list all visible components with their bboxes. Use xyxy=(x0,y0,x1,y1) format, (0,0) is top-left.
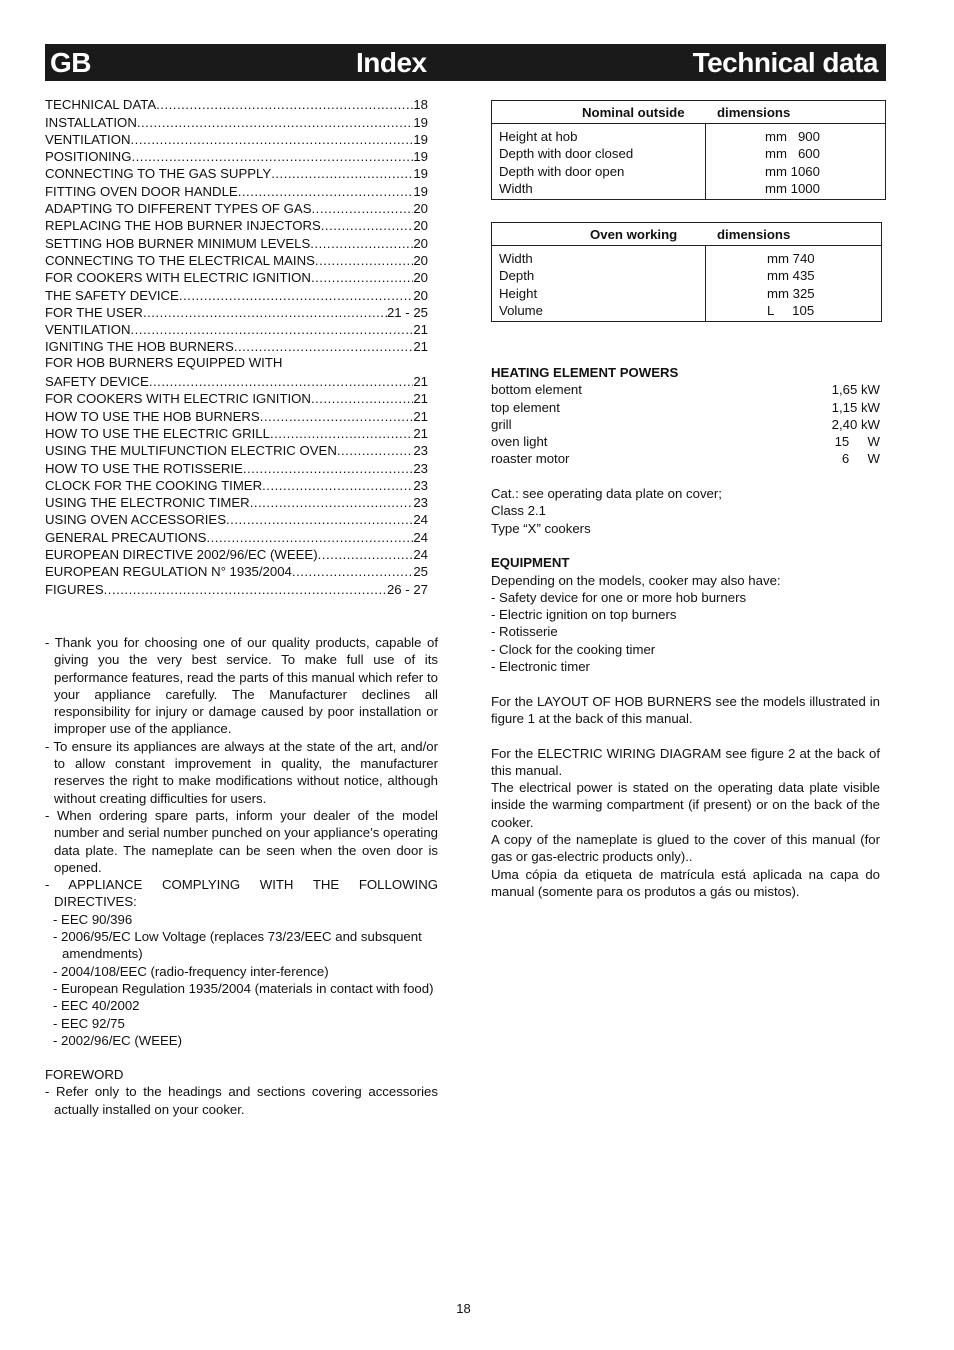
toc-entry-title: HOW TO USE THE HOB BURNERS xyxy=(45,408,260,424)
toc-entry xyxy=(45,320,428,337)
equipment-intro: Depending on the models, cooker may also have: xyxy=(491,572,781,588)
power-label: top element xyxy=(491,399,560,415)
table-labels xyxy=(492,124,706,199)
toc-entry xyxy=(45,285,428,302)
table-label: Height at hob xyxy=(499,129,578,144)
toc-leader-dots xyxy=(131,322,414,337)
toc-entry-page: 21 xyxy=(413,391,428,407)
toc-entry-title: CLOCK FOR THE COOKING TIMER xyxy=(45,477,263,493)
toc-entry-page: 24 xyxy=(413,547,428,563)
intro-paragraph-2: - To ensure its appliances are always at the state of the art, and/or to allow constant improvement in quality, the manufacturer reserves the right to make modifications without notice, although without creating difficulties for users. xyxy=(45,738,438,806)
toc-entry-title: FOR COOKERS WITH ELECTRIC IGNITION xyxy=(45,391,311,407)
equipment-item: - Clock for the cooking timer xyxy=(491,641,656,657)
table-value: mm 1000 xyxy=(765,180,820,196)
toc-entry-title: USING OVEN ACCESSORIES xyxy=(45,512,227,528)
directive-item: - European Regulation 1935/2004 (materials in contact with food) xyxy=(53,980,434,996)
toc-entry-page: 21 xyxy=(413,408,428,424)
table-label: Height xyxy=(499,285,538,301)
toc-leader-dots xyxy=(250,495,414,510)
toc-entry-title: FIGURES xyxy=(45,581,104,597)
toc-entry-title: HOW TO USE THE ELECTRIC GRILL xyxy=(45,425,270,441)
toc-leader-dots xyxy=(318,547,414,562)
toc-entry-title: TECHNICAL DATA xyxy=(45,97,157,113)
toc-entry-title: SAFETY DEVICE xyxy=(45,374,149,390)
toc-leader-dots xyxy=(234,339,414,354)
toc-leader-dots xyxy=(260,409,414,424)
toc-entry-page: 20 xyxy=(413,270,428,286)
toc-entry xyxy=(45,337,428,354)
power-value: 1,15 kW xyxy=(831,399,880,415)
toc-entry xyxy=(45,579,428,596)
toc-entry-page: 20 xyxy=(413,218,428,234)
toc-entry-page: 23 xyxy=(413,460,428,476)
toc-entry-title: REPLACING THE HOB BURNER INJECTORS xyxy=(45,218,321,234)
toc-leader-dots xyxy=(262,478,413,493)
table-labels xyxy=(492,246,706,321)
toc-entry-page: 19 xyxy=(413,114,428,130)
directive-item: - 2006/95/EC Low Voltage (replaces 73/23/EEC and subsquent amendments) xyxy=(53,929,422,962)
toc-entry xyxy=(45,112,428,129)
page-header xyxy=(45,44,886,81)
toc-leader-dots xyxy=(311,270,413,285)
toc-entry-title: EUROPEAN REGULATION N° 1935/2004 xyxy=(45,564,292,580)
power-value: 2,40 kW xyxy=(831,416,880,432)
toc-entry-page: 21 xyxy=(413,425,428,441)
toc-leader-dots xyxy=(137,115,413,130)
toc-leader-dots xyxy=(311,391,413,406)
toc-leader-dots xyxy=(149,374,414,389)
table-value: mm 435 xyxy=(767,268,815,284)
toc-leader-dots xyxy=(131,132,414,147)
toc-entry-title: CONNECTING TO THE GAS SUPPLY xyxy=(45,166,272,182)
toc-entry-page: 24 xyxy=(413,512,428,528)
toc-entry-page: 21 - 25 xyxy=(386,304,428,320)
toc-leader-dots xyxy=(131,149,413,164)
table-values xyxy=(706,124,885,199)
toc-entry xyxy=(45,527,428,544)
toc-entry-title: FOR THE USER xyxy=(45,304,143,320)
directive-item: - 2002/96/EC (WEEE) xyxy=(53,1032,182,1048)
toc-entry-page: 20 xyxy=(413,252,428,268)
power-row xyxy=(491,399,880,416)
index-title: Index xyxy=(356,47,427,78)
technical-data-title: Technical data xyxy=(692,47,878,78)
toc-leader-dots xyxy=(143,305,387,320)
table-of-contents xyxy=(45,95,428,597)
toc-entry xyxy=(45,510,428,527)
table-label: Depth with door open xyxy=(499,163,625,179)
table-header-right: dimensions xyxy=(717,227,791,242)
toc-entry-title: EUROPEAN DIRECTIVE 2002/96/EC (WEEE) xyxy=(45,547,318,563)
toc-entry-title: INSTALLATION xyxy=(45,114,137,130)
table-values xyxy=(706,246,881,321)
toc-entry xyxy=(45,493,428,510)
toc-leader-dots xyxy=(179,288,413,303)
power-row xyxy=(491,433,880,450)
table-value: mm 1060 xyxy=(765,163,820,179)
toc-entry xyxy=(45,424,428,441)
toc-entry-title: USING THE MULTIFUNCTION ELECTRIC OVEN xyxy=(45,443,337,459)
directive-item: - EEC 40/2002 xyxy=(53,998,140,1014)
toc-entry-page: 25 xyxy=(413,564,428,580)
toc-entry xyxy=(45,406,428,423)
toc-entry-page: 19 xyxy=(413,166,428,182)
toc-entry-page: 19 xyxy=(413,183,428,199)
toc-entry-title: GENERAL PRECAUTIONS xyxy=(45,529,207,545)
toc-leader-dots xyxy=(310,236,413,251)
toc-entry-page: 18 xyxy=(413,97,428,113)
toc-entry-page: 24 xyxy=(413,529,428,545)
toc-leader-dots xyxy=(337,443,413,458)
toc-entry-page: 20 xyxy=(413,235,428,251)
equipment-item: - Electronic timer xyxy=(491,659,590,675)
toc-leader-dots xyxy=(238,184,414,199)
intro-paragraph-1: - Thank you for choosing one of our quality products, capable of giving you the very best service. To make full use of its performance features, read the parts of this manual which refer to your appliance carefully. The Manufacturer declines all responsibility for injury or damage caused by poor installation or improper use of the appliance. xyxy=(45,635,438,737)
class-line: Class 2.1 xyxy=(491,503,546,519)
toc-entry xyxy=(45,372,428,389)
equipment-item: - Electric ignition on top burners xyxy=(491,607,677,623)
powers-title: HEATING ELEMENT POWERS xyxy=(491,365,679,380)
equipment-item: - Safety device for one or more hob burners xyxy=(491,589,747,605)
toc-leader-dots xyxy=(243,461,413,476)
table-label: Width xyxy=(499,180,533,196)
toc-leader-dots xyxy=(292,564,413,579)
toc-entry-title: USING THE ELECTRONIC TIMER xyxy=(45,495,250,511)
toc-leader-dots xyxy=(315,253,413,268)
toc-entry-title: IGNITING THE HOB BURNERS xyxy=(45,339,234,355)
page-number: 18 xyxy=(456,1301,471,1316)
toc-entry-title: FOR COOKERS WITH ELECTRIC IGNITION xyxy=(45,270,311,286)
toc-entry-page: 20 xyxy=(413,287,428,303)
power-value: 1,65 kW xyxy=(831,382,880,398)
table-value: mm 900 xyxy=(765,129,820,144)
toc-entry-title: POSITIONING xyxy=(45,149,132,165)
power-note: The electrical power is stated on the operating data plate visible inside the warming compartment (if present) or on the back of the cooker. xyxy=(491,780,880,830)
toc-entry xyxy=(45,147,428,164)
power-label: grill xyxy=(491,416,512,432)
directive-item: - EEC 90/396 xyxy=(53,911,133,927)
power-row xyxy=(491,381,880,398)
intro-paragraph-4: - APPLIANCE COMPLYING WITH THE FOLLOWING DIRECTIVES: xyxy=(45,877,438,910)
toc-leader-dots xyxy=(270,426,413,441)
toc-leader-dots xyxy=(312,201,414,216)
toc-entry-title: HOW TO USE THE ROTISSERIE xyxy=(45,460,243,476)
toc-entry-page: 20 xyxy=(413,201,428,217)
toc-entry xyxy=(45,233,428,250)
toc-entry-page: 23 xyxy=(413,477,428,493)
table-value: mm 325 xyxy=(767,285,815,301)
oven-dimensions-table xyxy=(491,222,882,322)
nominal-dimensions-table xyxy=(491,100,886,200)
intro-section xyxy=(45,634,438,1118)
category-line: Cat.: see operating data plate on cover; xyxy=(491,486,722,502)
toc-entry xyxy=(45,303,428,320)
toc-leader-dots xyxy=(206,530,413,545)
toc-heading: FOR HOB BURNERS EQUIPPED WITH xyxy=(45,355,283,371)
toc-entry-title: VENTILATION xyxy=(45,322,131,338)
power-row xyxy=(491,416,880,433)
wiring-note: For the ELECTRIC WIRING DIAGRAM see figure 2 at the back of this manual. xyxy=(491,745,880,778)
table-header-left: Oven working xyxy=(590,227,678,242)
table-header xyxy=(492,223,881,246)
directive-item: - 2004/108/EEC (radio-frequency inter-ference) xyxy=(53,963,329,979)
technical-info xyxy=(491,364,880,900)
table-value: mm 600 xyxy=(765,146,820,162)
toc-leader-dots xyxy=(156,97,413,112)
toc-entry xyxy=(45,458,428,475)
toc-entry-page: 23 xyxy=(413,495,428,511)
toc-leader-dots xyxy=(104,582,387,597)
toc-entry xyxy=(45,562,428,579)
toc-entry-page: 19 xyxy=(413,149,428,165)
toc-entry xyxy=(45,268,428,285)
toc-entry xyxy=(45,216,428,233)
toc-entry xyxy=(45,95,428,112)
table-header xyxy=(492,101,885,124)
toc-entry xyxy=(45,389,428,406)
power-value: 15 W xyxy=(834,434,880,450)
toc-entry-title: VENTILATION xyxy=(45,131,131,147)
intro-paragraph-3: - When ordering spare parts, inform your dealer of the model number and serial number punched on your appliance’s operating data plate. The nameplate can be seen when the oven door is opened. xyxy=(45,807,438,875)
table-header-left: Nominal outside xyxy=(582,105,685,120)
toc-entry xyxy=(45,199,428,216)
power-label: oven light xyxy=(491,434,548,450)
toc-entry-page: 21 xyxy=(413,374,428,390)
equipment-title: EQUIPMENT xyxy=(491,555,570,571)
toc-entry xyxy=(45,441,428,458)
table-label: Width xyxy=(499,251,533,266)
equipment-item: - Rotisserie xyxy=(491,624,558,640)
power-label: roaster motor xyxy=(491,451,570,467)
toc-entry xyxy=(45,181,428,198)
language-code: GB xyxy=(50,47,91,78)
toc-entry xyxy=(45,476,428,493)
power-value: 6 W xyxy=(841,451,880,467)
toc-entry-page: 26 - 27 xyxy=(386,581,428,597)
table-label: Depth xyxy=(499,268,535,284)
toc-entry xyxy=(45,164,428,181)
table-header-right: dimensions xyxy=(717,105,791,120)
power-label: bottom element xyxy=(491,382,582,398)
toc-leader-dots xyxy=(271,166,413,181)
foreword-text: - Refer only to the headings and sections covering accessories actually installed on your cooker. xyxy=(45,1084,438,1117)
toc-entry xyxy=(45,251,428,268)
portuguese-note: Uma cópia da etiqueta de matrícula está aplicada na capa do manual (somente para os produtos a gás ou mistos). xyxy=(491,866,880,899)
table-value: L 105 xyxy=(767,302,815,318)
toc-entry-title: ADAPTING TO DIFFERENT TYPES OF GAS xyxy=(45,201,312,217)
directive-item: - EEC 92/75 xyxy=(53,1015,125,1031)
nameplate-note: A copy of the nameplate is glued to the cover of this manual (for gas or gas-electric products only).. xyxy=(491,832,880,865)
table-label: Depth with door closed xyxy=(499,146,634,162)
toc-leader-dots xyxy=(321,218,414,233)
layout-note: For the LAYOUT OF HOB BURNERS see the models illustrated in figure 1 at the back of this manual. xyxy=(491,693,880,726)
toc-entry xyxy=(45,545,428,562)
toc-entry-page: 19 xyxy=(413,131,428,147)
table-label: Volume xyxy=(499,302,543,318)
toc-entry-page: 21 xyxy=(413,339,428,355)
toc-entry-title: CONNECTING TO THE ELECTRICAL MAINS xyxy=(45,252,315,268)
toc-entry-title: FITTING OVEN DOOR HANDLE xyxy=(45,183,238,199)
power-row xyxy=(491,450,880,467)
type-line: Type “X” cookers xyxy=(491,520,591,536)
toc-entry xyxy=(45,130,428,147)
foreword-title: FOREWORD xyxy=(45,1067,124,1083)
toc-entry-page: 21 xyxy=(413,322,428,338)
toc-entry-title: THE SAFETY DEVICE xyxy=(45,287,179,303)
toc-entry-page: 23 xyxy=(413,443,428,459)
toc-leader-dots xyxy=(226,512,413,527)
toc-entry-title: SETTING HOB BURNER MINIMUM LEVELS xyxy=(45,235,311,251)
directives-list xyxy=(45,911,438,1049)
table-value: mm 740 xyxy=(767,251,815,266)
